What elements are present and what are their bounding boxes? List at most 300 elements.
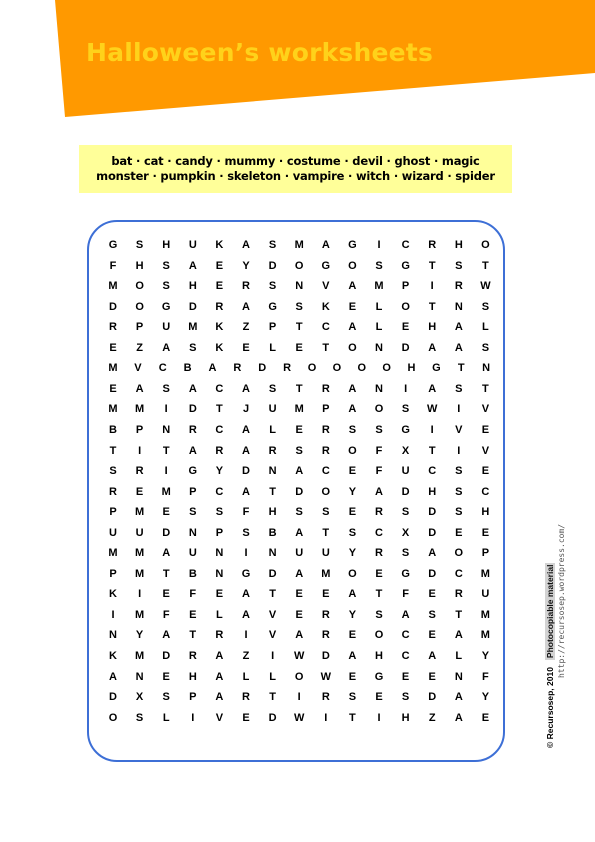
- grid-letter: I: [244, 629, 248, 642]
- grid-letter: N: [482, 362, 491, 375]
- grid-letter: R: [321, 382, 330, 395]
- grid-letter: N: [454, 670, 463, 683]
- grid-letter: A: [242, 485, 250, 498]
- grid-letter: A: [295, 526, 304, 539]
- grid-row: [103, 482, 501, 502]
- grid-letter: P: [401, 280, 410, 293]
- grid-letter: V: [322, 280, 330, 293]
- grid-letter: F: [402, 588, 409, 601]
- grid-letter: V: [215, 711, 224, 724]
- grid-row: [103, 235, 501, 255]
- grid-letter: S: [295, 300, 303, 313]
- grid-letter: Y: [135, 629, 144, 642]
- grid-letter: S: [295, 444, 303, 457]
- grid-letter: U: [188, 547, 197, 560]
- grid-letter: Z: [242, 321, 250, 334]
- grid-letter: M: [294, 239, 304, 251]
- grid-letter: L: [375, 300, 383, 313]
- grid-letter: X: [401, 526, 410, 539]
- grid-letter: T: [482, 259, 489, 272]
- grid-letter: R: [188, 650, 197, 662]
- grid-letter: M: [135, 547, 145, 560]
- grid-letter: O: [348, 567, 357, 580]
- grid-letter: M: [108, 403, 118, 416]
- grid-letter: S: [401, 403, 410, 416]
- grid-letter: I: [138, 588, 142, 601]
- grid-letter: G: [161, 300, 171, 313]
- grid-letter: M: [135, 567, 145, 580]
- grid-letter: O: [348, 341, 357, 354]
- grid-row: [103, 646, 501, 666]
- grid-letter: S: [189, 506, 197, 519]
- grid-letter: S: [375, 259, 383, 272]
- grid-row: [103, 523, 501, 543]
- grid-letter: G: [348, 239, 357, 251]
- grid-letter: S: [375, 423, 383, 436]
- grid-letter: A: [295, 465, 304, 478]
- grid-letter: R: [321, 629, 330, 642]
- grid-letter: I: [244, 547, 248, 560]
- word-bank-line-2: monster · pumpkin · skeleton · vampire · witch · wizard · spider: [96, 169, 495, 183]
- grid-row: [103, 379, 501, 399]
- grid-letter: T: [269, 588, 276, 601]
- grid-letter: Y: [242, 259, 250, 272]
- grid-letter: Z: [242, 650, 250, 662]
- grid-letter: G: [241, 567, 251, 580]
- grid-letter: D: [428, 506, 437, 519]
- grid-letter: V: [481, 403, 490, 416]
- grid-letter: A: [162, 547, 171, 560]
- grid-letter: M: [321, 567, 331, 580]
- grid-row: [103, 297, 501, 317]
- grid-letter: H: [428, 485, 437, 498]
- grid-letter: N: [268, 547, 277, 560]
- grid-letter: I: [297, 691, 301, 704]
- grid-letter: A: [162, 629, 171, 642]
- grid-letter: P: [215, 526, 224, 539]
- grid-letter: W: [426, 403, 438, 416]
- grid-letter: K: [215, 321, 224, 334]
- grid-letter: M: [108, 547, 118, 560]
- grid-row: [103, 584, 501, 604]
- grid-letter: A: [215, 650, 224, 662]
- grid-letter: C: [215, 485, 224, 498]
- grid-letter: T: [457, 362, 465, 375]
- grid-letter: J: [242, 403, 250, 416]
- grid-letter: E: [428, 670, 436, 683]
- copyright-text: © Recursosep, 2010: [545, 667, 555, 748]
- grid-row: [103, 543, 501, 563]
- grid-row: [103, 399, 501, 419]
- grid-letter: A: [215, 691, 224, 704]
- grid-letter: M: [135, 506, 145, 519]
- grid-letter: S: [455, 382, 463, 395]
- grid-letter: R: [454, 588, 463, 601]
- grid-letter: S: [109, 465, 117, 478]
- grid-letter: K: [215, 341, 224, 354]
- grid-letter: E: [401, 670, 410, 683]
- grid-letter: S: [162, 259, 170, 272]
- grid-letter: N: [215, 567, 224, 580]
- grid-letter: S: [348, 526, 357, 539]
- grid-letter: P: [135, 321, 144, 334]
- grid-letter: N: [188, 526, 197, 539]
- grid-letter: O: [374, 629, 384, 642]
- grid-row: [103, 358, 501, 378]
- grid-letter: R: [321, 444, 330, 457]
- grid-letter: B: [183, 362, 192, 375]
- grid-letter: T: [216, 403, 223, 416]
- grid-letter: O: [294, 259, 304, 272]
- grid-letter: D: [268, 567, 277, 580]
- grid-letter: D: [321, 650, 330, 662]
- grid-letter: A: [454, 711, 463, 724]
- grid-letter: F: [242, 506, 250, 519]
- grid-letter: A: [188, 382, 197, 395]
- grid-letter: S: [348, 691, 357, 704]
- grid-letter: F: [375, 444, 383, 457]
- grid-letter: E: [242, 711, 250, 724]
- grid-letter: I: [191, 711, 195, 724]
- grid-letter: A: [321, 239, 330, 251]
- grid-letter: B: [268, 526, 277, 539]
- grid-letter: H: [428, 321, 437, 334]
- grid-letter: T: [162, 444, 170, 457]
- grid-letter: O: [348, 259, 357, 272]
- grid-letter: A: [242, 382, 250, 395]
- grid-letter: O: [321, 485, 331, 498]
- grid-row: [103, 605, 501, 625]
- grid-letter: D: [162, 650, 171, 662]
- grid-letter: E: [348, 465, 357, 478]
- grid-letter: A: [242, 423, 250, 436]
- grid-letter: O: [108, 711, 118, 724]
- grid-letter: S: [455, 259, 463, 272]
- grid-letter: E: [109, 382, 117, 395]
- grid-letter: A: [188, 259, 197, 272]
- grid-letter: G: [432, 362, 441, 375]
- grid-letter: N: [295, 280, 304, 293]
- grid-letter: H: [135, 259, 144, 272]
- grid-letter: S: [322, 506, 330, 519]
- grid-letter: H: [454, 239, 463, 251]
- grid-letter: T: [189, 629, 197, 642]
- grid-letter: W: [293, 650, 305, 662]
- grid-letter: U: [481, 588, 490, 601]
- grid-letter: A: [348, 382, 357, 395]
- grid-letter: P: [189, 485, 197, 498]
- grid-letter: D: [188, 403, 197, 416]
- grid-letter: A: [348, 588, 357, 601]
- grid-letter: R: [135, 465, 144, 478]
- grid-letter: M: [135, 608, 145, 621]
- grid-letter: F: [109, 259, 117, 272]
- grid-letter: C: [428, 465, 437, 478]
- grid-letter: I: [377, 239, 381, 251]
- grid-letter: L: [216, 608, 223, 621]
- grid-letter: S: [455, 506, 463, 519]
- grid-letter: T: [269, 485, 276, 498]
- grid-letter: M: [108, 362, 118, 375]
- grid-letter: I: [111, 608, 115, 621]
- grid-letter: R: [242, 280, 250, 293]
- grid-letter: A: [454, 341, 463, 354]
- grid-row: [103, 708, 501, 728]
- grid-letter: F: [482, 670, 489, 683]
- grid-letter: E: [215, 588, 224, 601]
- grid-letter: A: [215, 670, 224, 683]
- grid-letter: A: [242, 588, 250, 601]
- grid-letter: Y: [348, 608, 357, 621]
- grid-row: [103, 461, 501, 481]
- grid-letter: I: [324, 711, 328, 724]
- grid-letter: I: [430, 423, 434, 436]
- grid-letter: G: [268, 300, 277, 313]
- grid-letter: I: [457, 444, 461, 457]
- grid-letter: D: [258, 362, 267, 375]
- grid-letter: K: [109, 588, 117, 601]
- grid-letter: P: [189, 691, 197, 704]
- grid-letter: E: [215, 259, 224, 272]
- grid-letter: L: [482, 321, 489, 334]
- grid-letter: R: [428, 239, 437, 251]
- grid-letter: D: [401, 341, 410, 354]
- grid-letter: O: [294, 670, 304, 683]
- grid-letter: D: [268, 711, 277, 724]
- grid-letter: E: [242, 341, 250, 354]
- grid-letter: S: [375, 608, 383, 621]
- grid-letter: A: [428, 547, 437, 560]
- grid-letter: I: [377, 711, 381, 724]
- grid-letter: E: [162, 670, 170, 683]
- grid-letter: N: [162, 423, 171, 436]
- grid-letter: G: [188, 465, 198, 478]
- page-title: Halloween’s worksheets: [86, 38, 434, 67]
- grid-letter: R: [109, 321, 117, 334]
- grid-letter: A: [295, 629, 304, 642]
- website-url: http://recursosep.wordpress.com/: [557, 523, 566, 678]
- grid-row: [103, 338, 501, 358]
- grid-letter: C: [454, 567, 463, 580]
- grid-letter: Y: [348, 547, 357, 560]
- grid-letter: P: [268, 321, 277, 334]
- grid-letter: M: [480, 608, 490, 621]
- grid-letter: S: [135, 711, 144, 724]
- grid-letter: D: [109, 691, 117, 704]
- grid-letter: V: [455, 423, 463, 436]
- grid-letter: M: [480, 629, 490, 642]
- grid-letter: D: [295, 485, 304, 498]
- grid-letter: R: [109, 485, 117, 498]
- grid-letter: T: [295, 321, 303, 334]
- grid-letter: K: [109, 650, 117, 662]
- grid-letter: B: [109, 423, 117, 436]
- grid-letter: G: [108, 239, 118, 251]
- grid-letter: G: [374, 670, 384, 683]
- grid-letter: E: [322, 588, 330, 601]
- grid-letter: N: [375, 341, 383, 354]
- grid-letter: W: [293, 711, 305, 724]
- grid-letter: G: [401, 259, 410, 272]
- grid-letter: T: [269, 691, 276, 704]
- grid-letter: U: [268, 403, 277, 416]
- grid-letter: O: [135, 280, 144, 293]
- grid-letter: V: [268, 608, 277, 621]
- grid-letter: G: [401, 423, 410, 436]
- grid-letter: I: [404, 382, 408, 395]
- grid-letter: C: [215, 382, 224, 395]
- grid-letter: N: [268, 465, 277, 478]
- grid-letter: U: [162, 321, 171, 334]
- grid-letter: C: [321, 465, 330, 478]
- grid-letter: A: [242, 444, 250, 457]
- grid-letter: Z: [136, 341, 143, 354]
- word-bank-line-1: bat · cat · candy · mummy · costume · devil · ghost · magic: [111, 154, 480, 168]
- grid-letter: E: [162, 506, 170, 519]
- grid-letter: M: [135, 650, 145, 662]
- grid-letter: I: [457, 403, 461, 416]
- grid-letter: R: [375, 547, 383, 560]
- grid-letter: A: [428, 650, 437, 662]
- grid-letter: M: [135, 403, 145, 416]
- grid-letter: K: [215, 239, 224, 251]
- grid-letter: L: [269, 423, 276, 436]
- grid-letter: E: [455, 526, 463, 539]
- grid-letter: S: [162, 691, 170, 704]
- grid-letter: A: [188, 444, 197, 457]
- grid-letter: T: [482, 382, 489, 395]
- grid-letter: A: [109, 670, 117, 683]
- grid-letter: E: [295, 608, 303, 621]
- grid-row: [103, 276, 501, 296]
- grid-letter: N: [454, 300, 463, 313]
- grid-letter: A: [428, 382, 437, 395]
- grid-letter: A: [242, 608, 250, 621]
- grid-letter: Y: [215, 465, 224, 478]
- grid-letter: C: [401, 629, 410, 642]
- grid-letter: U: [188, 239, 197, 251]
- grid-letter: E: [135, 485, 144, 498]
- side-credit: [545, 518, 573, 748]
- grid-letter: C: [158, 362, 167, 375]
- grid-letter: F: [189, 588, 197, 601]
- grid-letter: T: [322, 526, 330, 539]
- grid-letter: E: [348, 506, 357, 519]
- grid-row: [103, 256, 501, 276]
- grid-row: [103, 667, 501, 687]
- grid-letter: A: [348, 280, 357, 293]
- grid-letter: I: [430, 280, 434, 293]
- grid-letter: U: [109, 526, 117, 539]
- grid-letter: H: [188, 280, 197, 293]
- grid-letter: K: [321, 300, 330, 313]
- grid-row: [103, 441, 501, 461]
- grid-letter: A: [401, 608, 410, 621]
- grid-letter: E: [428, 629, 436, 642]
- grid-letter: S: [268, 239, 277, 251]
- grid-letter: E: [348, 670, 357, 683]
- grid-letter: R: [321, 691, 330, 704]
- grid-letter: M: [161, 485, 171, 498]
- grid-letter: A: [454, 691, 463, 704]
- grid-letter: H: [268, 506, 277, 519]
- grid-letter: C: [481, 485, 490, 498]
- grid-letter: U: [295, 547, 304, 560]
- grid-letter: X: [135, 691, 144, 704]
- grid-letter: O: [481, 239, 490, 251]
- grid-letter: S: [162, 280, 170, 293]
- grid-letter: S: [401, 691, 410, 704]
- grid-letter: T: [162, 567, 170, 580]
- grid-letter: H: [401, 711, 410, 724]
- grid-letter: S: [401, 506, 410, 519]
- grid-letter: Y: [481, 650, 490, 662]
- grid-letter: D: [428, 526, 437, 539]
- grid-letter: P: [109, 506, 117, 519]
- grid-letter: D: [428, 567, 437, 580]
- grid-letter: L: [269, 670, 276, 683]
- grid-letter: E: [295, 341, 303, 354]
- grid-letter: A: [208, 362, 217, 375]
- grid-letter: N: [215, 547, 224, 560]
- grid-letter: D: [401, 485, 410, 498]
- grid-letter: I: [164, 465, 168, 478]
- grid-letter: R: [215, 300, 224, 313]
- grid-letter: D: [188, 300, 197, 313]
- grid-letter: T: [349, 711, 356, 724]
- grid-letter: R: [321, 608, 330, 621]
- grid-letter: A: [162, 341, 171, 354]
- grid-letter: H: [407, 362, 416, 375]
- grid-letter: D: [428, 691, 437, 704]
- grid-letter: N: [375, 382, 383, 395]
- grid-letter: E: [109, 341, 117, 354]
- grid-letter: A: [242, 300, 250, 313]
- grid-letter: C: [401, 650, 410, 662]
- grid-letter: T: [295, 382, 303, 395]
- grid-letter: V: [481, 444, 490, 457]
- grid-letter: G: [401, 567, 410, 580]
- grid-letter: S: [481, 341, 490, 354]
- grid-letter: R: [321, 423, 330, 436]
- grid-letter: N: [135, 670, 144, 683]
- grid-letter: P: [322, 403, 330, 416]
- grid-letter: S: [348, 423, 357, 436]
- grid-letter: V: [134, 362, 142, 375]
- grid-letter: T: [455, 608, 463, 621]
- grid-letter: E: [295, 423, 303, 436]
- grid-letter: C: [401, 239, 410, 251]
- grid-letter: E: [401, 321, 410, 334]
- grid-letter: S: [215, 506, 224, 519]
- grid-row: [103, 687, 501, 707]
- grid-letter: U: [401, 465, 410, 478]
- grid-letter: X: [401, 444, 410, 457]
- grid-row: [103, 625, 501, 645]
- grid-letter: C: [215, 423, 224, 436]
- grid-row: [103, 420, 501, 440]
- grid-letter: I: [271, 650, 275, 662]
- grid-letter: E: [481, 423, 490, 436]
- grid-letter: V: [268, 629, 277, 642]
- photocopiable-label: Photocopiable material: [545, 564, 555, 659]
- grid-letter: M: [294, 403, 304, 416]
- grid-letter: C: [321, 321, 330, 334]
- grid-letter: P: [109, 567, 117, 580]
- grid-letter: S: [481, 300, 490, 313]
- grid-letter: O: [374, 403, 384, 416]
- grid-letter: E: [215, 280, 224, 293]
